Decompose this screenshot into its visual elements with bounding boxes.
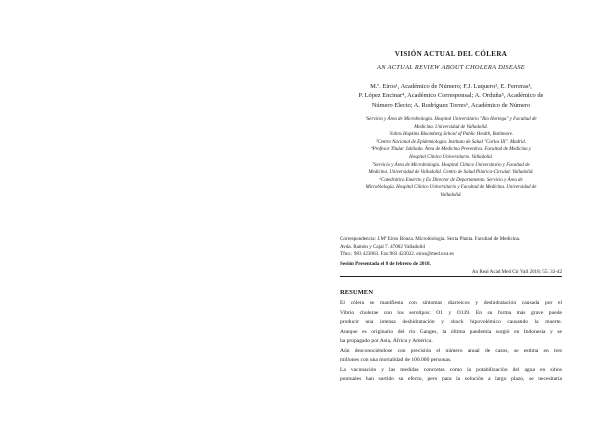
affiliation-line: ⁵Servicio y Área de Microbiología. Hospital Clínico Universitario y Facultad de [372,162,530,168]
affiliation-line: Valladolid. [440,192,462,198]
affiliation-line: Medicina. Universidad de Valladolid. Centro de Salud Pilarica-Circular. Valladolid. [368,170,534,176]
affiliation-line: Microbiología. Hospital Clínico Universitario y Facultad de Medicina. Universidad de [365,185,537,191]
affiliation-line: Hospital Clínico Universitario. Valladolid. [409,154,493,160]
affiliation-list [340,116,562,200]
abstract-line: Aunque es originario del río Ganges, la última pandemia surgió en Indonesia y se [340,328,562,335]
author-line: P. López Encinar⁴, Académico Corresponsal; A. Orduña⁵, Académico de [358,92,544,100]
affiliation-line: ²Johns Hopkins Bloomberg School of Public Health, Baltimore. [388,132,514,138]
affiliation-line: ³Centro Nacional de Epidemiología. Instituto de Salud "Carlos III". Madrid. [376,139,526,145]
journal-reference: An Real Acad Med Cir Vall 2018; 55: 33-42 [471,269,562,275]
abstract-line: ha propagado por Asia, África y América. [340,338,433,344]
correspondence-line: Correspondencia: J.Mª Eiros Bouza. Microbiología. Sexta Planta. Facultad de Medicina. [340,236,521,242]
abstract-line: La vacunación y las medidas concretas como la potabilización del agua en sitios [340,366,562,373]
article-title: VISIÓN ACTUAL DEL CÓLERA [394,50,508,58]
correspondence-line: Avda. Ramón y Cajal 7. 47002 Valladolid [340,243,425,250]
author-list [346,82,556,110]
author-line: Número Electo; A. Rodríguez Torres⁶, Académico de Número [371,101,531,109]
article-subtitle: AN ACTUAL REVIEW ABOUT CHOLERA DISEASE [376,64,526,71]
abstract-body [340,299,562,385]
affiliation-line: ¹Servicio y Área de Microbiología. Hospital Universitario "Río Hortega" y Facultad de [365,117,537,122]
abstract-heading: RESUMEN [340,289,373,296]
affiliation-line: ⁶Catedrático Emérito y Ex Director de Departamento. Servicio y Área de [379,177,523,183]
author-line: M.ª. Eiros¹, Académico de Número; F.J. Luquero², E. Ferreras³, [370,83,532,90]
abstract-line: Aún desconociéndose con precisión el número anual de casos, se estima en tres [340,347,562,354]
abstract-line: Vibrio cholerae con los serotipos: O1 y O139. En su forma más grave puede [340,309,562,316]
session-date: Sesión Presentada el 8 de febrero de 2018. [340,261,431,267]
abstract-line: producir una intensa deshidratación y shock hipovolémico causando la muerte. [340,319,562,325]
abstract-line: El cólera se manifiesta con síntomas diarreicos y deshidratación causada por el [340,300,562,306]
affiliation-line: Medicina. Universidad de Valladolid. [414,124,488,130]
abstract-line: millones con una mortalidad de 100.000 personas. [340,357,452,363]
divider [340,276,562,277]
affiliation-line: ⁴Profesor Titular Jubilado. Área de Medicina Preventiva. Facultad de Medicina y [370,147,532,153]
abstract-line: puntuales han surtido su efecto, pero para la solución a largo plazo, se necesitaría [340,376,562,382]
correspondence-block [340,236,562,259]
correspondence-line: Tfno.: 983 423063. Fax:983 423022. eiros@med.uva.es [340,251,454,258]
